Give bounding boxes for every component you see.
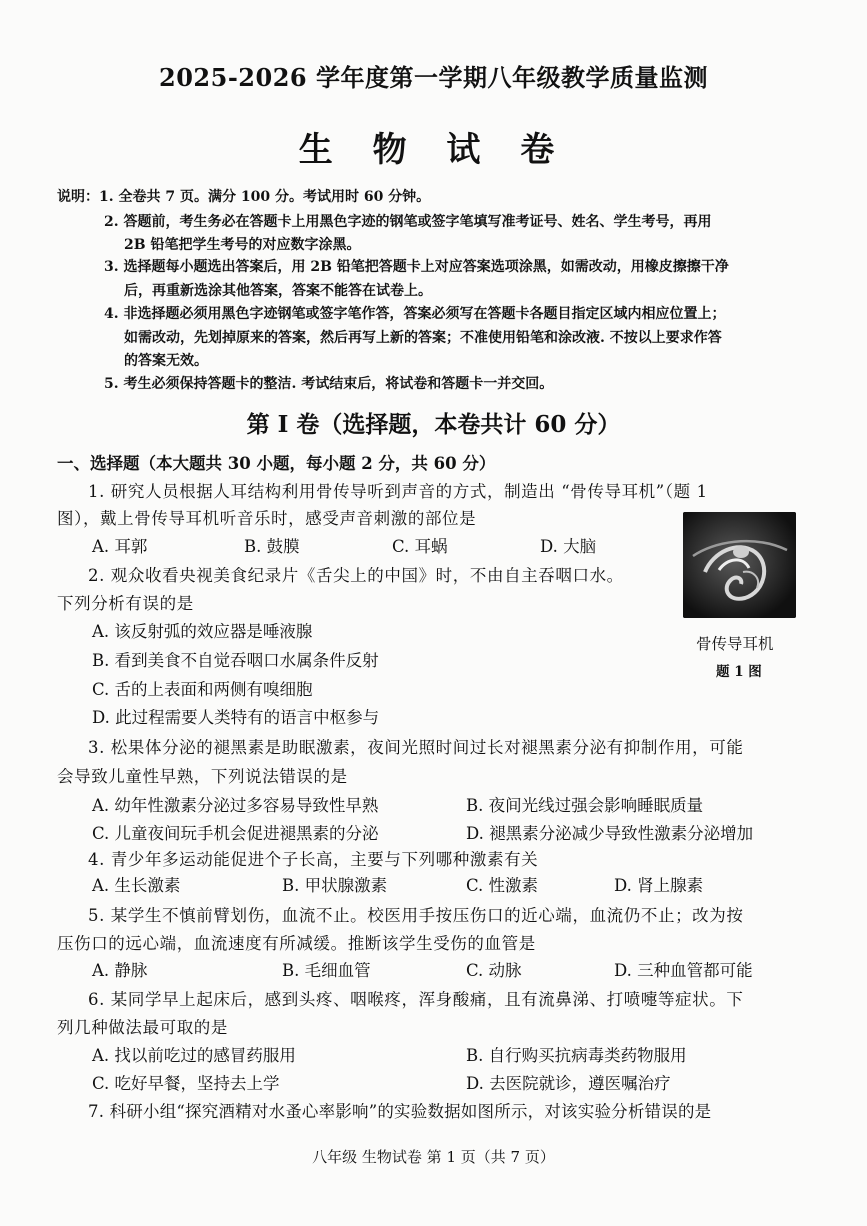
q2-option-c: C. 舌的上表面和两侧有嗅细胞 [92,680,313,699]
q6-option-c: C. 吃好早餐，坚持去上学 [92,1074,280,1093]
q5-option-a: A. 静脉 [92,961,148,980]
question-4: 4. 青少年多运动能促进个子长高，主要与下列哪种激素有关 [88,850,539,869]
question-2: 2. 观众收看央视美食纪录片《舌尖上的中国》时，不由自主吞咽口水。 [88,566,624,585]
part-title: 一、选择题（本大题共 30 小题，每小题 2 分，共 60 分） [57,454,496,473]
instruction-2: 2. 答题前，考生务必在答题卡上用黑色字迹的钢笔或签字笔填写准考证号、姓名、学生考号，再用 [104,214,712,230]
instruction-4: 4. 非选择题必须用黑色字迹钢笔或签字笔作答，答案必须写在答题卡各题目指定区域内相应位置上； [104,306,726,322]
question-6: 6. 某同学早上起床后，感到头疼、咽喉疼，浑身酸痛，且有流鼻涕、打喷嚏等症状。下 [88,990,744,1009]
q1-option-b: B. 鼓膜 [244,537,300,556]
figure-caption: 骨传导耳机 [696,635,774,653]
q2-option-b: B. 看到美食不自觉吞咽口水属条件反射 [92,651,379,670]
q3-option-c: C. 儿童夜间玩手机会促进褪黑素的分泌 [92,824,379,843]
q3-option-a: A. 幼年性激素分泌过多容易导致性早熟 [92,796,379,815]
question-6-cont: 列几种做法最可取的是 [57,1018,228,1037]
q4-option-c: C. 性激素 [466,876,539,895]
q2-option-d: D. 此过程需要人类特有的语言中枢参与 [92,708,380,727]
bone-conduction-headphone-image [683,512,796,618]
q1-option-d: D. 大脑 [540,537,597,556]
q4-option-d: D. 肾上腺素 [614,876,704,895]
instruction-4-cont: 如需改动，先划掉原来的答案，然后再写上新的答案；不准使用铅笔和涂改液. 不按以上要求作答 [124,330,722,346]
section-title: 第 I 卷（选择题，本卷共计 60 分） [246,411,621,438]
question-3: 3. 松果体分泌的褪黑素是助眠激素，夜间光照时间过长对褪黑素分泌有抑制作用，可能 [88,738,744,757]
instruction-5: 5. 考生必须保持答题卡的整洁. 考试结束后，将试卷和答题卡一并交回。 [104,376,554,392]
instruction-1: 说明：1. 全卷共 7 页。满分 100 分。考试用时 60 分钟。 [57,189,431,205]
q3-option-b: B. 夜间光线过强会影响睡眠质量 [466,796,704,815]
question-1-cont: 图），戴上骨传导耳机听音乐时，感受声音刺激的部位是 [57,509,477,528]
q3-option-d: D. 褪黑素分泌减少导致性激素分泌增加 [466,824,754,843]
q4-option-a: A. 生长激素 [92,876,181,895]
instruction-2-cont: 2B 铅笔把学生考号的对应数字涂黑。 [124,237,361,253]
q5-option-b: B. 毛细血管 [282,961,371,980]
q4-option-b: B. 甲状腺激素 [282,876,388,895]
question-7: 7. 科研小组“探究酒精对水蚤心率影响”的实验数据如图所示，对该实验分析错误的是 [88,1102,712,1121]
figure-label: 题 1 图 [716,664,762,680]
instruction-4-cont2: 的答案无效。 [124,353,208,369]
q2-option-a: A. 该反射弧的效应器是唾液腺 [92,622,313,641]
instruction-3-cont: 后，再重新选涂其他答案，答案不能答在试卷上。 [124,283,432,299]
q1-option-a: A. 耳郭 [92,537,148,556]
question-2-cont: 下列分析有误的是 [57,594,194,613]
q6-option-d: D. 去医院就诊，遵医嘱治疗 [466,1074,671,1093]
q1-option-c: C. 耳蜗 [392,537,448,556]
q5-option-d: D. 三种血管都可能 [614,961,753,980]
q6-option-b: B. 自行购买抗病毒类药物服用 [466,1046,687,1065]
question-5-cont: 压伤口的远心端，血流速度有所减缓。推断该学生受伤的血管是 [57,934,536,953]
q5-option-c: C. 动脉 [466,961,522,980]
question-1: 1. 研究人员根据人耳结构利用骨传导听到声音的方式，制造出 “骨传导耳机”（题 1 [88,482,708,501]
page-footer: 八年级 生物试卷 第 1 页（共 7 页） [312,1148,555,1166]
instruction-3: 3. 选择题每小题选出答案后，用 2B 铅笔把答题卡上对应答案选项涂黑，如需改动，用橡皮擦擦干净 [104,259,729,275]
exam-title: 2025-2026 学年度第一学期八年级教学质量监测 [159,63,708,92]
question-5: 5. 某学生不慎前臂划伤，血流不止。校医用手按压伤口的近心端，血流仍不止；改为按 [88,906,744,925]
question-3-cont: 会导致儿童性早熟，下列说法错误的是 [57,767,348,786]
subject-title: 生 物 试 卷 [298,130,569,170]
q6-option-a: A. 找以前吃过的感冒药服用 [92,1046,296,1065]
